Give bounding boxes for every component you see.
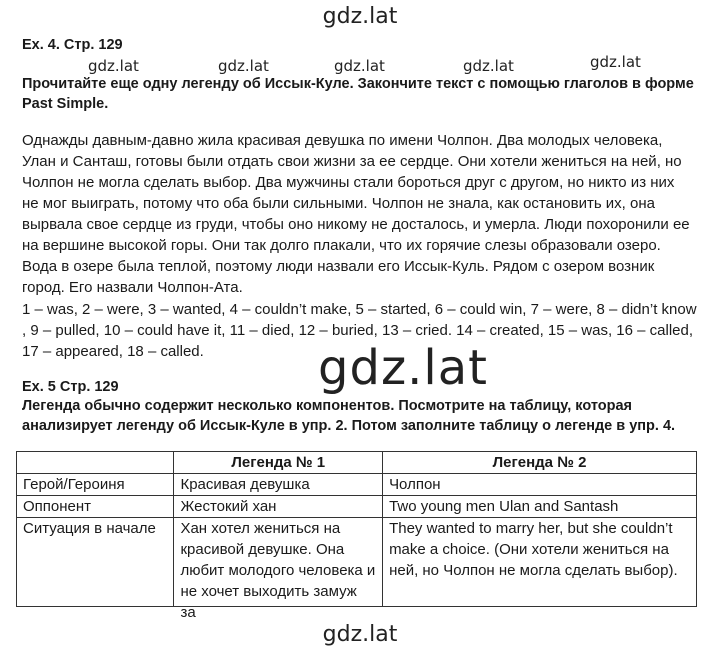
ex5-title: Ex. 5 Стр. 129 bbox=[22, 379, 119, 395]
watermark-top: gdz.lat bbox=[322, 4, 398, 29]
table-header-cell: Легенда № 2 bbox=[383, 452, 697, 474]
table-cell: Жестокий хан bbox=[174, 496, 383, 518]
watermark-center: gdz.lat bbox=[318, 340, 488, 396]
table-header-cell bbox=[17, 452, 174, 474]
table-header-row bbox=[17, 452, 697, 474]
watermark-small-2: gdz.lat bbox=[218, 57, 269, 75]
table-cell-wrapper bbox=[383, 518, 697, 607]
table-cell: Хан хотел жениться на красивой девушке. Она любит молодого человека и не хочет выходить замуж за bbox=[180, 520, 376, 621]
table-cell: Чолпон bbox=[383, 474, 697, 496]
table-row bbox=[17, 496, 697, 518]
table-cell: They wanted to marry her, but she couldn’t make a choice. (Они хотели жениться на ней, но Чолпон не могла сделать выбор). bbox=[389, 520, 678, 579]
watermark-bottom: gdz.lat bbox=[322, 622, 398, 647]
table-row bbox=[17, 474, 697, 496]
table-header-cell: Легенда № 1 bbox=[174, 452, 383, 474]
watermark-small-1: gdz.lat bbox=[88, 57, 139, 75]
ex4-title: Ex. 4. Стр. 129 bbox=[22, 37, 123, 53]
legend-table bbox=[16, 451, 697, 621]
ex5-instruction: Легенда обычно содержит несколько компонентов. Посмотрите на таблицу, которая анализирует легенду об Иссык-Куле в упр. 2. Потом заполните таблицу о легенде в упр. 4. bbox=[22, 398, 676, 434]
ex4-paragraph: Однажды давным-давно жила красивая девушка по имени Чолпон. Два молодых человека, Улан и Санташ, готовы были отдать свои жизни за ее сердце. Они хотели жениться на ней, но Чолпон не могла сделать выбор. Два мужчины стали бороться друг с другом, но никто из них не мог выиграть, потому что оба были сильными. Чолпон не знала, как остановить их, она вырвала свое сердце из груди, чтобы оно никому не досталось, и умерла. Люди похоронили ее на вершине высокой горы. Они так долго плакали, что их горячие слезы образовали озеро. Вода в озере была теплой, поэтому люди назвали его Иссык-Куль. Рядом с озером возник город. Его назвали Чолпон-Ата. bbox=[22, 132, 690, 296]
table-cell: Two young men Ulan and Santash bbox=[383, 496, 697, 518]
table-cell-wrapper bbox=[174, 518, 383, 621]
table-cell: Оппонент bbox=[17, 496, 174, 518]
table-row bbox=[17, 518, 697, 607]
table-cell: Герой/Героиня bbox=[17, 474, 174, 496]
table-cell: Ситуация в начале bbox=[17, 518, 174, 607]
ex4-instruction: Прочитайте еще одну легенду об Иссык-Куле. Закончите текст с помощью глаголов в форме Past Simple. bbox=[22, 76, 694, 112]
ex4-answers: 1 – was, 2 – were, 3 – wanted, 4 – couldn’t make, 5 – started, 6 – could win, 7 – were, 8 – didn’t know , 9 – pulled, 10 – could have it, 11 – died, 12 – buried, 13 – cried. 14 – created, 15 – was, 16 – called, 17 – appeared, 18 – called. bbox=[22, 301, 697, 360]
watermark-small-5: gdz.lat bbox=[590, 53, 641, 71]
watermark-small-4: gdz.lat bbox=[463, 57, 514, 75]
watermark-small-3: gdz.lat bbox=[334, 57, 385, 75]
table-cell: Красивая девушка bbox=[174, 474, 383, 496]
